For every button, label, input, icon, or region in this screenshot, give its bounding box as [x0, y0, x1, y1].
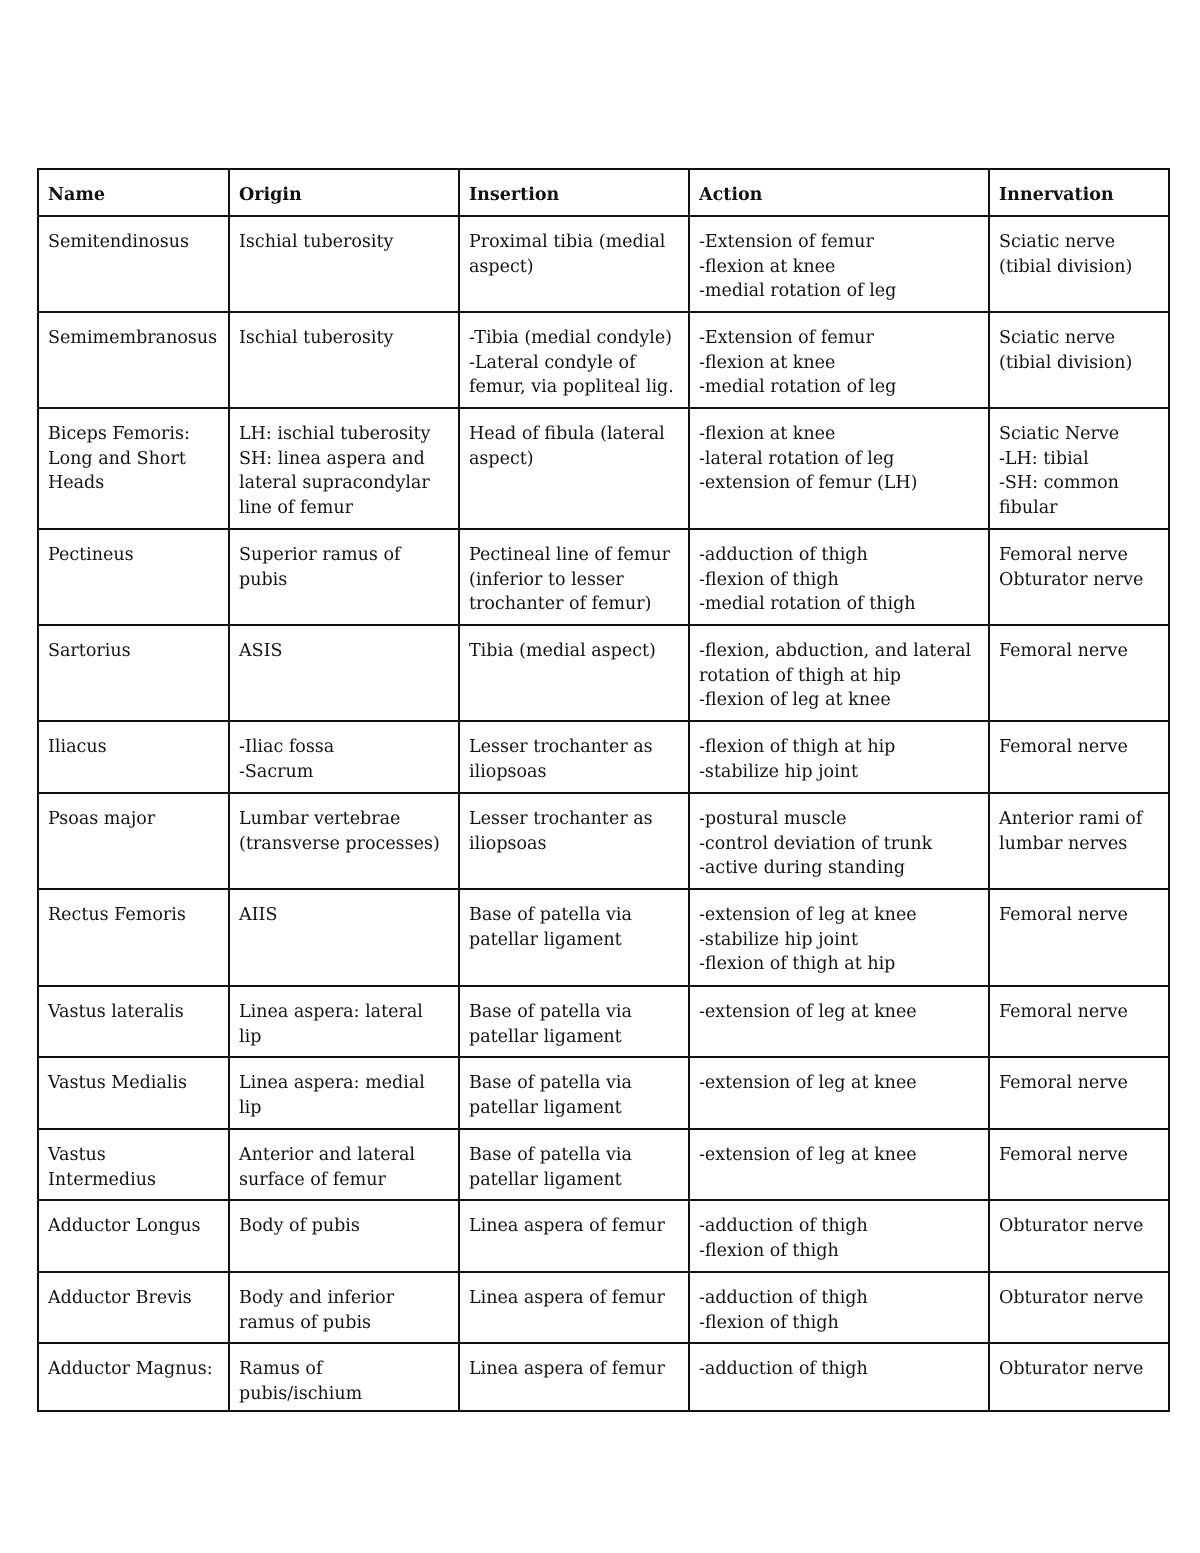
cell-innervation: Femoral nerve: [989, 1129, 1169, 1200]
cell-innervation: Sciatic nerve (tibial division): [989, 312, 1169, 408]
cell-action: -Extension of femur -flexion at knee -medial rotation of leg: [689, 216, 989, 312]
cell-action: -extension of leg at knee: [689, 1057, 989, 1129]
cell-action: -adduction of thigh: [689, 1343, 989, 1411]
cell-insertion: Pectineal line of femur (inferior to lesser trochanter of femur): [459, 529, 689, 625]
cell-insertion: -Tibia (medial condyle) -Lateral condyle of femur, via popliteal lig.: [459, 312, 689, 408]
cell-innervation: Sciatic Nerve -LH: tibial -SH: common fibular: [989, 408, 1169, 529]
cell-action: -extension of leg at knee -stabilize hip joint -flexion of thigh at hip: [689, 889, 989, 986]
cell-action: -flexion, abduction, and lateral rotation of thigh at hip -flexion of leg at knee: [689, 625, 989, 721]
table-row: [38, 793, 1169, 889]
cell-name: Iliacus: [38, 721, 229, 793]
cell-name: Semimembranosus: [38, 312, 229, 408]
cell-origin: Body and inferior ramus of pubis: [229, 1272, 459, 1343]
header-action: Action: [689, 169, 989, 216]
cell-name: Vastus Intermedius: [38, 1129, 229, 1200]
cell-origin: LH: ischial tuberosity SH: linea aspera and lateral supracondylar line of femur: [229, 408, 459, 529]
table-body: [38, 216, 1169, 1411]
cell-action: -extension of leg at knee: [689, 1129, 989, 1200]
header-innervation: Innervation: [989, 169, 1169, 216]
table-row: [38, 529, 1169, 625]
cell-action: -adduction of thigh -flexion of thigh: [689, 1200, 989, 1272]
cell-innervation: Sciatic nerve (tibial division): [989, 216, 1169, 312]
cell-origin: Ischial tuberosity: [229, 312, 459, 408]
cell-insertion: Linea aspera of femur: [459, 1200, 689, 1272]
cell-name: Adductor Longus: [38, 1200, 229, 1272]
cell-origin: ASIS: [229, 625, 459, 721]
cell-insertion: Base of patella via patellar ligament: [459, 1129, 689, 1200]
cell-insertion: Base of patella via patellar ligament: [459, 889, 689, 986]
table-header-row: [38, 169, 1169, 216]
cell-name: Vastus Medialis: [38, 1057, 229, 1129]
cell-origin: -Iliac fossa -Sacrum: [229, 721, 459, 793]
cell-innervation: Anterior rami of lumbar nerves: [989, 793, 1169, 889]
cell-innervation: Femoral nerve: [989, 625, 1169, 721]
table-row: [38, 1129, 1169, 1200]
cell-name: Psoas major: [38, 793, 229, 889]
header-name: Name: [38, 169, 229, 216]
cell-origin: Linea aspera: lateral lip: [229, 986, 459, 1057]
table-row: [38, 625, 1169, 721]
cell-action: -flexion at knee -lateral rotation of leg -extension of femur (LH): [689, 408, 989, 529]
cell-origin: Linea aspera: medial lip: [229, 1057, 459, 1129]
header-insertion: Insertion: [459, 169, 689, 216]
cell-innervation: Femoral nerve: [989, 721, 1169, 793]
cell-name: Sartorius: [38, 625, 229, 721]
table-row: [38, 889, 1169, 986]
table-row: [38, 986, 1169, 1057]
cell-origin: Ischial tuberosity: [229, 216, 459, 312]
cell-innervation: Obturator nerve: [989, 1343, 1169, 1411]
cell-insertion: Linea aspera of femur: [459, 1272, 689, 1343]
cell-insertion: Base of patella via patellar ligament: [459, 1057, 689, 1129]
cell-origin: Lumbar vertebrae (transverse processes): [229, 793, 459, 889]
cell-innervation: Femoral nerve Obturator nerve: [989, 529, 1169, 625]
table-row: [38, 312, 1169, 408]
cell-name: Adductor Magnus:: [38, 1343, 229, 1411]
table-row: [38, 216, 1169, 312]
cell-origin: Ramus of pubis/ischium: [229, 1343, 459, 1411]
cell-action: -Extension of femur -flexion at knee -medial rotation of leg: [689, 312, 989, 408]
cell-name: Semitendinosus: [38, 216, 229, 312]
cell-insertion: Proximal tibia (medial aspect): [459, 216, 689, 312]
cell-innervation: Femoral nerve: [989, 889, 1169, 986]
cell-origin: Body of pubis: [229, 1200, 459, 1272]
cell-insertion: Base of patella via patellar ligament: [459, 986, 689, 1057]
cell-name: Adductor Brevis: [38, 1272, 229, 1343]
cell-name: Pectineus: [38, 529, 229, 625]
table-row: [38, 1200, 1169, 1272]
cell-insertion: Linea aspera of femur: [459, 1343, 689, 1411]
cell-action: -adduction of thigh -flexion of thigh: [689, 1272, 989, 1343]
cell-innervation: Obturator nerve: [989, 1200, 1169, 1272]
cell-action: -flexion of thigh at hip -stabilize hip joint: [689, 721, 989, 793]
muscle-table: [37, 168, 1170, 1412]
cell-innervation: Femoral nerve: [989, 1057, 1169, 1129]
cell-insertion: Lesser trochanter as iliopsoas: [459, 793, 689, 889]
cell-insertion: Lesser trochanter as iliopsoas: [459, 721, 689, 793]
cell-insertion: Head of fibula (lateral aspect): [459, 408, 689, 529]
cell-innervation: Femoral nerve: [989, 986, 1169, 1057]
cell-action: -adduction of thigh -flexion of thigh -medial rotation of thigh: [689, 529, 989, 625]
cell-action: -extension of leg at knee: [689, 986, 989, 1057]
table-row: [38, 1057, 1169, 1129]
header-origin: Origin: [229, 169, 459, 216]
cell-name: Rectus Femoris: [38, 889, 229, 986]
cell-action: -postural muscle -control deviation of trunk -active during standing: [689, 793, 989, 889]
table-row: [38, 1272, 1169, 1343]
cell-name: Biceps Femoris: Long and Short Heads: [38, 408, 229, 529]
cell-innervation: Obturator nerve: [989, 1272, 1169, 1343]
cell-origin: AIIS: [229, 889, 459, 986]
cell-name: Vastus lateralis: [38, 986, 229, 1057]
table-row: [38, 721, 1169, 793]
cell-origin: Superior ramus of pubis: [229, 529, 459, 625]
table-row: [38, 1343, 1169, 1411]
table-row: [38, 408, 1169, 529]
cell-insertion: Tibia (medial aspect): [459, 625, 689, 721]
cell-origin: Anterior and lateral surface of femur: [229, 1129, 459, 1200]
